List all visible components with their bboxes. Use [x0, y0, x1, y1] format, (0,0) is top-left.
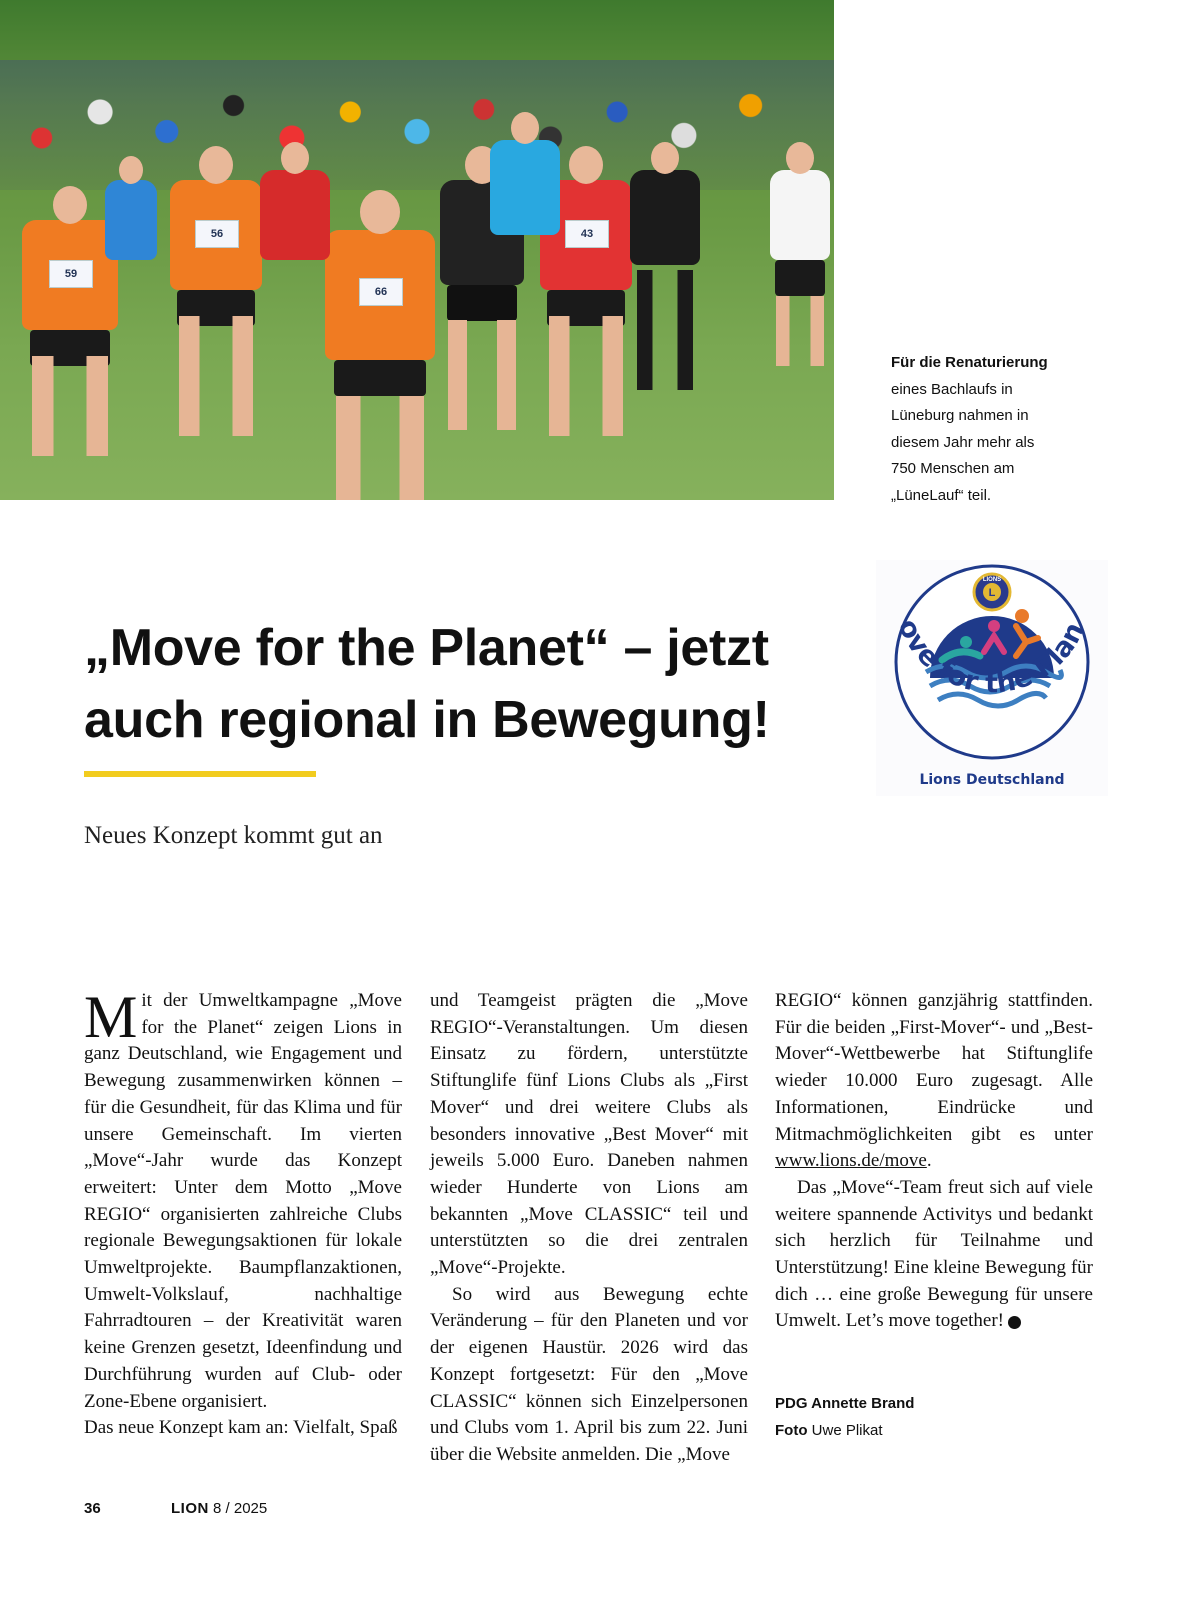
- magazine-name: LION: [171, 1500, 209, 1517]
- logo-footer-text: Lions Deutschland: [919, 772, 1065, 788]
- magazine-issue: [171, 1500, 267, 1517]
- article-headline: [84, 612, 864, 756]
- lions-end-mark-icon: L: [1008, 1316, 1021, 1329]
- runner: 56: [170, 180, 262, 290]
- body-paragraph: Das neue Konzept kam an: Vielfalt, Spaß: [84, 1417, 398, 1439]
- svg-text:L: L: [988, 587, 996, 599]
- runner: [630, 170, 700, 265]
- logo-graphic: [876, 560, 1108, 796]
- body-column-3: [775, 988, 1093, 1335]
- author-name: PDG Annette Brand: [775, 1395, 915, 1412]
- runner: [260, 170, 330, 260]
- runner: [105, 180, 157, 260]
- runner: [490, 140, 560, 235]
- accent-rule: [84, 771, 316, 777]
- caption-line: „LüneLauf“ teil.: [891, 486, 992, 504]
- move-for-the-planet-logo: [876, 560, 1108, 796]
- issue-number: 8 / 2025: [213, 1500, 268, 1517]
- caption-line: diesem Jahr mehr als: [891, 433, 1035, 451]
- website-link[interactable]: www.lions.de/move: [775, 1150, 927, 1172]
- page-number: 36: [84, 1500, 101, 1517]
- runner: 59: [22, 220, 118, 330]
- body-paragraph: Mit der Umweltkampagne „Move for the Planet“ zeigen Lions in ganz Deutschland, wie Engagement und Bewegung zusammenwirken können – für die Gesundheit, für das Klima und für unsere Gemeinschaft. Im vierten „Move“-Jahr wurde das Konzept erweitert: Unter dem Motto „Move REGIO“ organisierten zahlreiche Clubs regionale Bewegungsaktionen für lokale Umweltprojekte. Baumpflanzaktionen, Umwelt-Volkslauf, nachhaltige Fahrradtouren – der Kreativität waren keine Grenzen gesetzt, Ideenfindung und Durchführung wurden auf Club- oder Zone-Ebene organisiert.: [84, 984, 402, 1412]
- logo-ring-text: LIONS: [982, 577, 1002, 583]
- runner: 43: [540, 180, 632, 290]
- runner: [770, 170, 830, 260]
- body-paragraph: REGIO“ können ganzjährig stattfinden. Für die beiden „First-Mover“- und „Best-Mover“-Wettbewerbe hat Stiftunglife wieder 10.000 Euro zugesagt. Alle Informationen, Eindrücke und Mitmachmöglichkeiten gibt es unter www.lions.de/move.: [775, 990, 1093, 1172]
- caption-lead: Für die Renaturierung: [891, 354, 1048, 371]
- article-credits: [775, 1390, 914, 1444]
- hero-photo: [0, 0, 834, 500]
- caption-line: 750 Menschen am: [891, 460, 1015, 477]
- headline-line: „Move for the Planet“ – jetzt: [84, 619, 769, 677]
- photo-credit-name: Uwe Plikat: [811, 1422, 883, 1439]
- photo-credit-label: Foto: [775, 1422, 808, 1439]
- body-column-2: [430, 988, 748, 1469]
- caption-line: eines Bachlaufs in: [891, 380, 1013, 398]
- body-paragraph: Das „Move“-Team freut sich auf viele weitere spannende Activitys und bedankt sich herzlich für Teilnahme und Unterstützung! Eine kleine Bewegung für dich … eine große Bewegung für unsere Umwelt. Let’s move together! L: [775, 1176, 1093, 1332]
- caption-line: Lüneburg nahmen in: [891, 407, 1029, 424]
- page-footer: [84, 1500, 268, 1517]
- article-subtitle: Neues Konzept kommt gut an: [84, 822, 383, 849]
- body-paragraph: So wird aus Bewegung echte Veränderung – für den Planeten und vor der eigenen Haustür. 2026 wird das Konzept fortgesetzt: Für den „Move CLASSIC“ können sich Einzelpersonen und Clubs vom 1. April bis zum 22. Juni über die Website anmelden. Die „Move: [430, 1283, 748, 1465]
- drop-cap: M: [84, 984, 138, 1050]
- body-column-1: [84, 984, 402, 1442]
- photo-caption: [891, 350, 1121, 509]
- body-paragraph: und Teamgeist prägten die „Move REGIO“-Veranstaltungen. Um diesen Einsatz zu fördern, unterstützte Stiftunglife fünf Lions Clubs als „First Mover“ und drei weitere Clubs als besonders innovative „Best Mover“ mit jeweils 5.000 Euro. Daneben nahmen wieder Hunderte von Lions am bekannten „Move CLASSIC“ teil und unterstützten so die drei zentralen „Move“-Projekte.: [430, 990, 748, 1279]
- headline-line: auch regional in Bewegung!: [84, 691, 770, 749]
- logo-arc-text: ove for the Plan: [891, 614, 1091, 700]
- runner: 66: [325, 230, 435, 360]
